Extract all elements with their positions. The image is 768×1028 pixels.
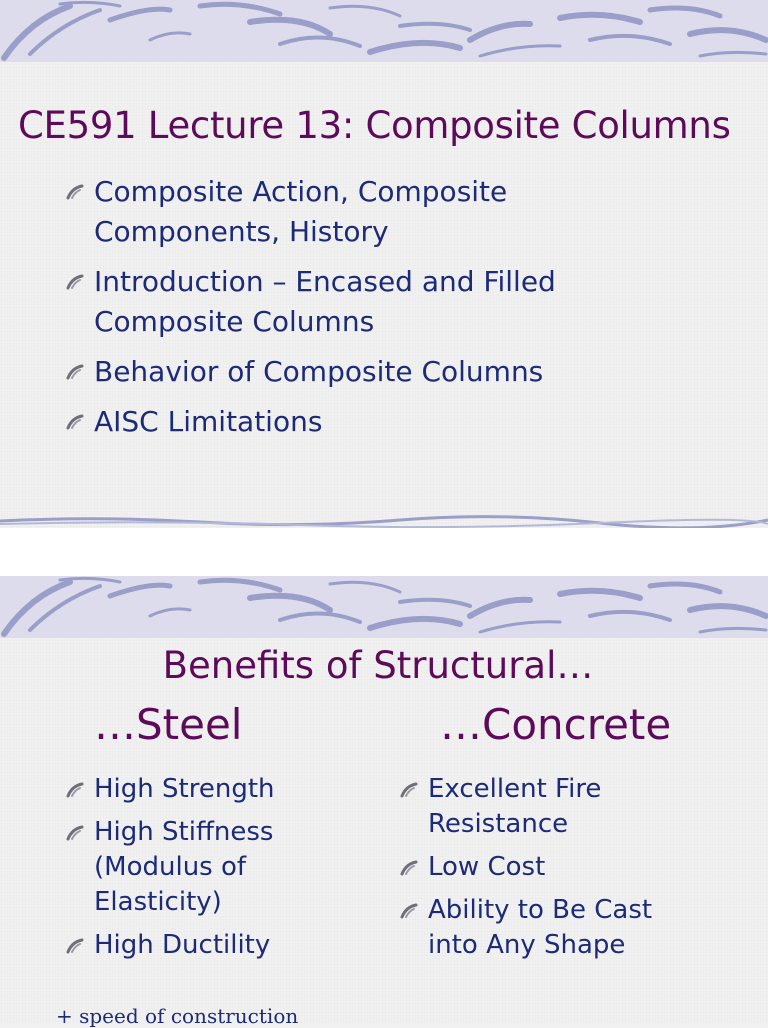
swirl-banner-decoration xyxy=(0,0,768,62)
list-item xyxy=(64,262,624,342)
list-item xyxy=(398,850,698,885)
bullet-text: Low Cost xyxy=(428,852,546,882)
list-item xyxy=(64,172,624,252)
swirl-bullet-icon xyxy=(66,364,86,380)
bullet-text: AISC Limitations xyxy=(94,405,323,438)
steel-bullet-list xyxy=(64,772,324,971)
slide-1-bullet-list xyxy=(64,172,624,452)
concrete-heading: …Concrete xyxy=(440,700,672,749)
bullet-text: Excellent Fire Resistance xyxy=(428,774,602,839)
list-item xyxy=(64,928,324,963)
list-item xyxy=(398,893,698,963)
swirl-bullet-icon xyxy=(400,903,420,919)
swirl-bullet-icon xyxy=(400,782,420,798)
list-item xyxy=(64,352,624,392)
swirl-bullet-icon xyxy=(66,274,86,290)
swirl-bullet-icon xyxy=(66,782,86,798)
swirl-bullet-icon xyxy=(400,860,420,876)
list-item xyxy=(64,772,324,807)
slide-1-title: CE591 Lecture 13: Composite Columns xyxy=(18,104,731,147)
bullet-text: Behavior of Composite Columns xyxy=(94,355,544,388)
bullet-text: High Stiffness (Modulus of Elasticity) xyxy=(94,817,274,917)
swirl-banner-decoration xyxy=(0,576,768,638)
slide-gap xyxy=(0,528,768,576)
swirl-bullet-icon xyxy=(66,184,86,200)
swirl-bullet-icon xyxy=(66,825,86,841)
bullet-text: Composite Action, Composite Components, History xyxy=(94,175,508,248)
swirl-bullet-icon xyxy=(66,938,86,954)
steel-heading: …Steel xyxy=(94,700,243,749)
bullet-text: Introduction – Encased and Filled Composite Columns xyxy=(94,265,556,338)
swirl-bullet-icon xyxy=(66,414,86,430)
bullet-text: High Ductility xyxy=(94,930,271,960)
list-item xyxy=(64,402,624,442)
list-item xyxy=(64,815,324,920)
swirl-rule-decoration xyxy=(0,514,768,528)
concrete-bullet-list xyxy=(398,772,698,971)
bullet-text: High Strength xyxy=(94,774,275,804)
footnote: + speed of construction xyxy=(56,1004,299,1028)
list-item xyxy=(398,772,698,842)
slide-2-title: Benefits of Structural… xyxy=(162,644,594,687)
bullet-text: Ability to Be Cast into Any Shape xyxy=(428,895,653,960)
